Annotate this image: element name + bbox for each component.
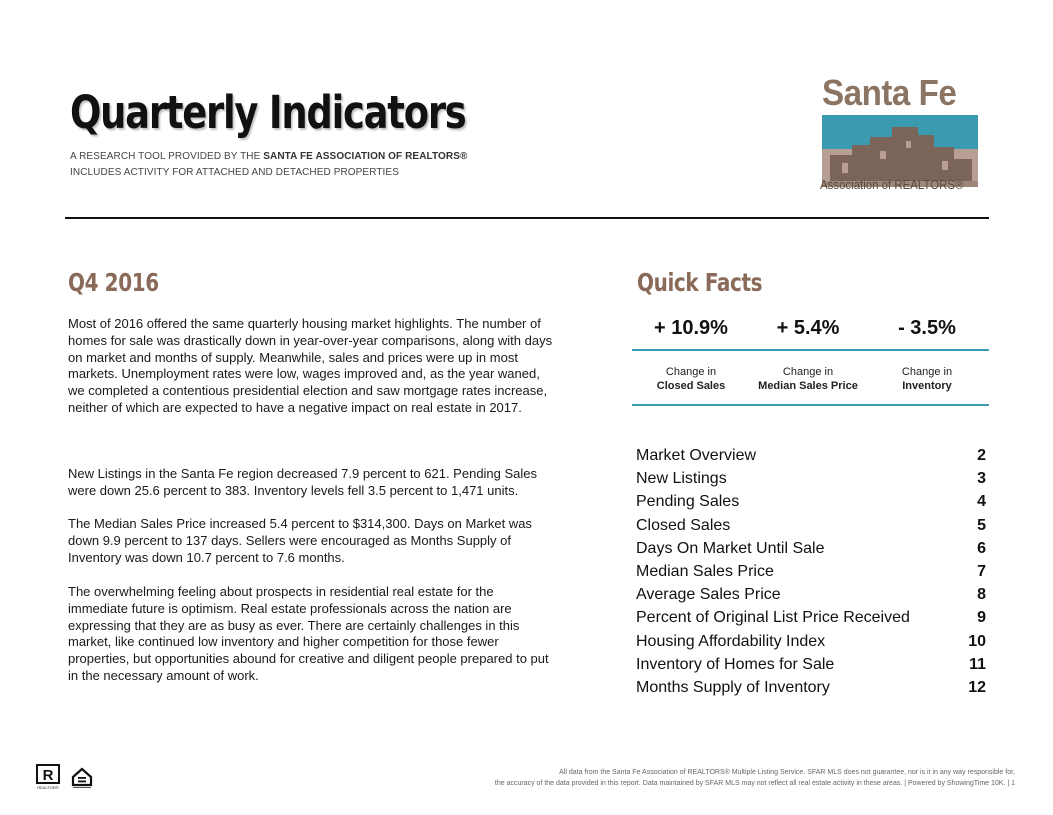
toc-item-page: 2 <box>977 447 986 464</box>
fact-label-line1: Change in <box>665 366 717 378</box>
fact-value-inventory: - 3.5% <box>898 317 956 339</box>
toc-item-page: 10 <box>968 632 986 650</box>
toc-item-label: Median Sales Price <box>636 562 774 580</box>
subtitle-organization: SANTA FE ASSOCIATION OF REALTORS® <box>263 151 468 162</box>
footer-disclaimer-line-1: All data from the Santa Fe Association of REALTORS® Multiple Listing Service. SFAR MLS does not guarantee, nor is it in any way responsible for, <box>559 769 1015 776</box>
quick-facts-heading: Quick Facts <box>637 268 763 297</box>
toc-item-months-supply[interactable] <box>636 676 986 699</box>
subtitle-line-2: INCLUDES ACTIVITY FOR ATTACHED AND DETACHED PROPERTIES <box>70 167 399 178</box>
fact-label-closed-sales <box>626 365 756 393</box>
summary-paragraph-4: The overwhelming feeling about prospects in residential real estate for the immediate future is optimism. Real estate professionals across the nation are expressing that they are as busy as ever. There are certainly challenges in this market, like continued low inventory and higher competition for those fewer properties, but opportunities abound for creative and diligent people prepared to put in the necessary amount of work. <box>68 584 549 683</box>
toc-item-label: New Listings <box>636 470 727 488</box>
table-of-contents <box>636 444 986 699</box>
toc-item-page: 12 <box>968 678 986 696</box>
subtitle-prefix: A RESEARCH TOOL PROVIDED BY THE <box>70 151 264 162</box>
summary-paragraph-2: New Listings in the Santa Fe region decreased 7.9 percent to 621. Pending Sales were down 25.6 percent to 383. Inventory levels fell 3.5 percent to 1,471 units. <box>68 466 538 498</box>
quick-facts-divider-bottom <box>632 404 989 406</box>
toc-item-page: 5 <box>977 516 986 534</box>
page-title: Quarterly Indicators <box>70 86 466 139</box>
equal-housing-icon <box>70 766 94 790</box>
toc-item-label: Closed Sales <box>636 516 731 534</box>
summary-paragraph-1: Most of 2016 offered the same quarterly housing market highlights. The number of homes for sale was drastically down in year-over-year comparisons, along with days on market and months of supply. Meanwhile, sales and prices were up in most markets. Unemployment rates were low, wages improved and, as the year waned, we completed a contentious presidential election and saw mortgage rates increase, neither of which are expected to have a negative impact on real estate in 2017. <box>68 316 553 415</box>
period-heading: Q4 2016 <box>68 268 159 297</box>
toc-item-page: 4 <box>977 493 986 511</box>
fact-label-line2: Inventory <box>902 380 952 392</box>
toc-item-label: Average Sales Price <box>636 586 781 604</box>
toc-item-page: 6 <box>977 539 986 557</box>
summary-paragraph-3: The Median Sales Price increased 5.4 percent to $314,300. Days on Market was down 9.9 percent to 137 days. Sellers were encouraged as Months Supply of Inventory was down 10.7 percent to 7.6 months. <box>68 516 532 565</box>
logo-association: Association of REALTORS® <box>820 177 964 192</box>
toc-item-inventory[interactable] <box>636 653 986 676</box>
toc-item-label: Market Overview <box>636 447 757 464</box>
toc-item-page: 3 <box>977 470 986 488</box>
toc-item-label: Pending Sales <box>636 493 740 511</box>
toc-item-average-sales-price[interactable] <box>636 583 986 606</box>
logo-name: Santa Fe <box>822 72 957 113</box>
fact-label-line1: Change in <box>782 366 834 378</box>
toc-item-closed-sales[interactable] <box>636 514 986 537</box>
fact-label-inventory <box>862 365 992 393</box>
fact-label-line2: Median Sales Price <box>758 380 858 392</box>
fact-label-median-price <box>743 365 873 393</box>
fact-value-closed-sales: + 10.9% <box>654 317 728 339</box>
toc-item-page: 11 <box>969 655 986 673</box>
realtor-logo-icon <box>36 764 60 790</box>
toc-item-market-overview[interactable] <box>636 444 986 467</box>
realtor-caption: REALTOR® <box>37 785 59 790</box>
toc-item-label: Months Supply of Inventory <box>636 678 830 696</box>
toc-item-new-listings[interactable] <box>636 467 986 490</box>
toc-item-pending-sales[interactable] <box>636 490 986 513</box>
toc-item-affordability-index[interactable] <box>636 630 986 653</box>
toc-item-percent-list-price[interactable] <box>636 606 986 629</box>
fact-label-line2: Closed Sales <box>656 380 726 392</box>
toc-item-page: 8 <box>977 586 986 604</box>
subtitle-line-1 <box>70 151 467 162</box>
fact-label-line1: Change in <box>901 366 953 378</box>
toc-item-page: 7 <box>977 562 986 580</box>
header-divider <box>65 217 989 219</box>
quick-facts-divider-top <box>632 349 989 351</box>
santa-fe-logo <box>818 72 984 196</box>
footer-disclaimer-line-2: the accuracy of the data provided in this report. Data maintained by SFAR MLS may not reflect all real estate activity in these areas. | Powered by ShowingTime 10K. | 1 <box>494 780 1015 787</box>
toc-item-label: Inventory of Homes for Sale <box>636 655 835 673</box>
fact-value-median-price: + 5.4% <box>776 317 840 339</box>
toc-item-median-sales-price[interactable] <box>636 560 986 583</box>
toc-item-label: Percent of Original List Price Received <box>636 609 910 627</box>
toc-item-days-on-market[interactable] <box>636 537 986 560</box>
realtor-mark: R <box>42 767 54 784</box>
toc-item-page: 9 <box>977 609 986 627</box>
toc-item-label: Housing Affordability Index <box>636 632 826 650</box>
toc-item-label: Days On Market Until Sale <box>636 539 825 557</box>
